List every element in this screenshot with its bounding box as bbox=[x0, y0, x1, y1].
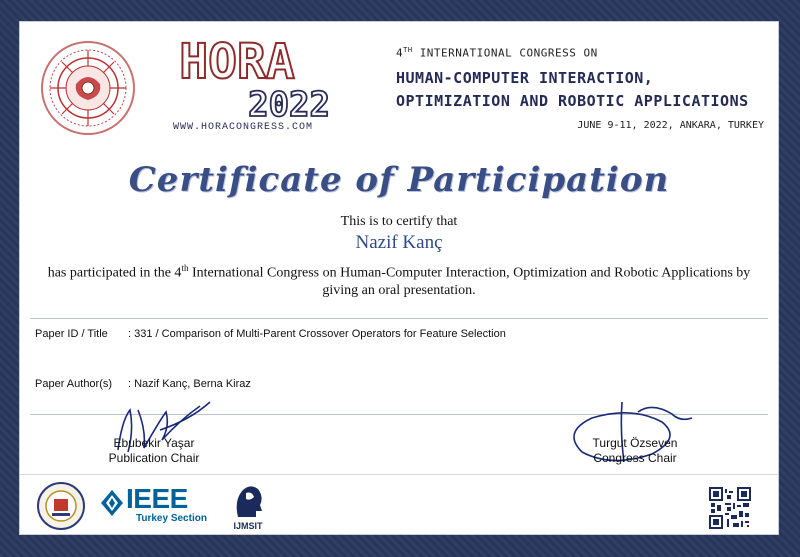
ieee-section-text: Turkey Section bbox=[136, 513, 207, 524]
recipient-name: Nazif Kanç bbox=[355, 232, 443, 253]
statement-pre: has participated in the 4 bbox=[47, 265, 182, 281]
congress-date: JUNE 9-11, 2022, ANKARA, TURKEY bbox=[577, 120, 764, 131]
paper-authors-value: : Nazif Kanç, Berna Kiraz bbox=[128, 378, 251, 390]
hora-logo-year: 2022 bbox=[248, 85, 330, 124]
congress-line: INTERNATIONAL CONGRESS ON bbox=[419, 46, 598, 60]
certificate-title: Certificate of Participation bbox=[128, 160, 670, 200]
congress-title-line-2: OPTIMIZATION AND ROBOTIC APPLICATIONS bbox=[396, 92, 749, 110]
website-link[interactable]: WWW.HORACONGRESS.COM bbox=[172, 122, 314, 133]
ieee-logo-text: IEEE bbox=[126, 483, 188, 514]
congress-ordinal-suffix: TH bbox=[403, 46, 413, 54]
statement-post: International Congress on Human-Computer Interaction, Optimization and Robotic Applications by giving an oral presentation. bbox=[188, 265, 751, 298]
ieee-logo bbox=[100, 485, 215, 529]
hora-seal-icon bbox=[40, 40, 136, 136]
congress-ordinal: 4 bbox=[396, 46, 404, 60]
participation-statement bbox=[30, 260, 768, 299]
statement-sup: th bbox=[181, 263, 189, 273]
paper-id-title-label: Paper ID / Title bbox=[35, 328, 108, 340]
congress-chair-role: Congress Chair bbox=[593, 451, 677, 465]
ieee-diamond-icon bbox=[100, 489, 124, 517]
qr-code-icon[interactable] bbox=[709, 487, 751, 529]
paper-authors-label: Paper Author(s) bbox=[35, 378, 113, 390]
divider-top bbox=[30, 318, 768, 319]
ijmsit-label: IJMSIT bbox=[233, 521, 263, 531]
congress-chair-block bbox=[560, 436, 710, 466]
ijmsit-logo bbox=[226, 481, 270, 535]
footer-logos bbox=[20, 474, 778, 535]
congress-title-line-1: HUMAN-COMPUTER INTERACTION, bbox=[396, 69, 654, 87]
publication-chair-name: Ebubekir Yaşar bbox=[113, 436, 195, 450]
certificate-paper bbox=[20, 22, 778, 534]
publication-chair-role: Publication Chair bbox=[108, 451, 200, 465]
publication-chair-block bbox=[84, 436, 224, 466]
certify-text: This is to certify that bbox=[340, 214, 458, 229]
university-seal-icon bbox=[36, 481, 86, 531]
hora-2022-logo bbox=[142, 34, 332, 124]
hora-logo-text: HORA bbox=[179, 34, 295, 90]
congress-subtitle bbox=[396, 46, 598, 60]
congress-chair-name: Turgut Özseven bbox=[592, 436, 678, 450]
ijmsit-head-icon bbox=[232, 481, 264, 519]
paper-id-title-value: : 331 / Comparison of Multi-Parent Crossover Operators for Feature Selection bbox=[128, 328, 506, 340]
